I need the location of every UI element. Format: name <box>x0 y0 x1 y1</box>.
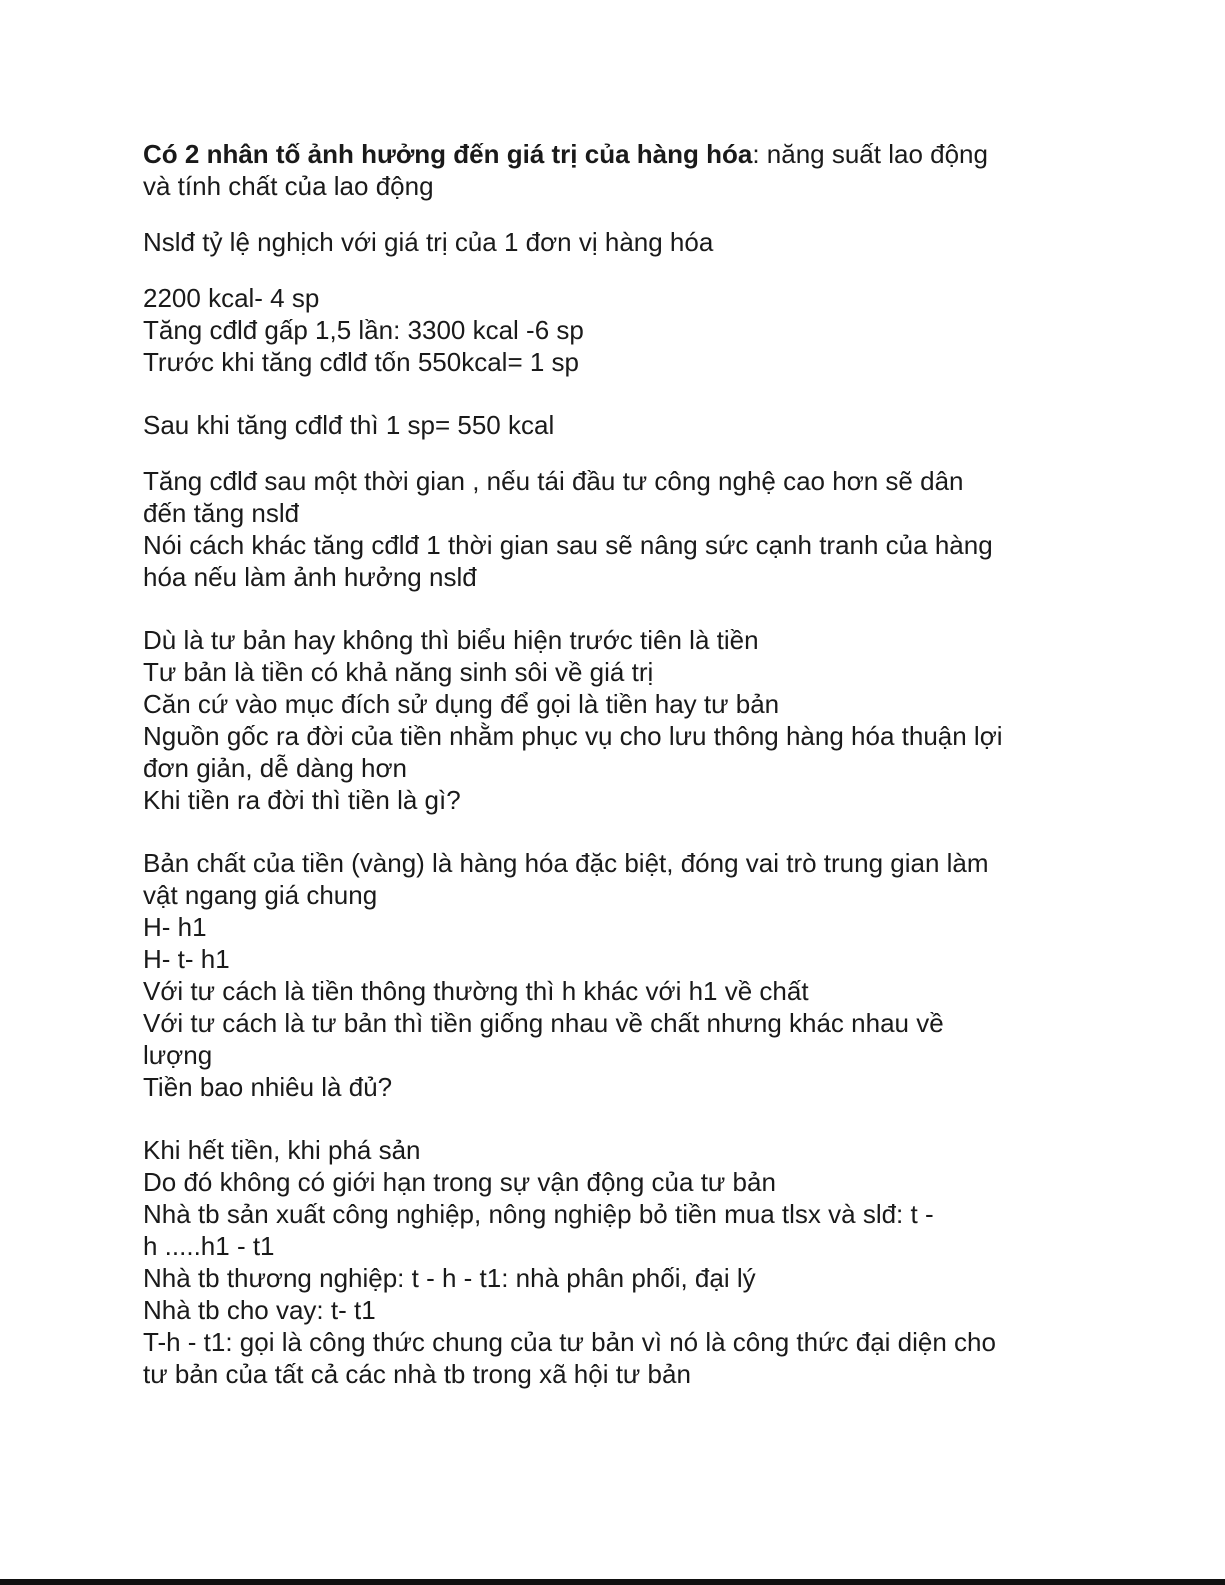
text-line: Nslđ tỷ lệ nghịch với giá trị của 1 đơn vị hàng hóa <box>143 227 714 257</box>
heading-line-2: và tính chất của lao động <box>143 171 434 201</box>
heading-bold: Có 2 nhân tố ảnh hưởng đến giá trị của hàng hóa <box>143 139 753 169</box>
text-line: đến tăng nslđ <box>143 498 300 528</box>
text-line: Căn cứ vào mục đích sử dụng để gọi là tiền hay tư bản <box>143 689 780 719</box>
text-line: Tiền bao nhiêu là đủ? <box>143 1072 393 1102</box>
text-line: Tăng cđlđ sau một thời gian , nếu tái đầu tư công nghệ cao hơn sẽ dân <box>143 466 964 496</box>
text-line: Tư bản là tiền có khả năng sinh sôi về giá trị <box>143 657 654 687</box>
text-line: Bản chất của tiền (vàng) là hàng hóa đặc biệt, đóng vai trò trung gian làm <box>143 848 989 878</box>
paragraph-gap <box>143 378 1073 409</box>
text-line: Nhà tb cho vay: t- t1 <box>143 1295 376 1325</box>
page-bottom-border <box>0 1579 1225 1585</box>
text-line: Nhà tb sản xuất công nghiệp, nông nghiệp bỏ tiền mua tlsx và slđ: t - <box>143 1199 934 1229</box>
text-line: h .....h1 - t1 <box>143 1231 275 1261</box>
paragraph-gap <box>143 816 1073 847</box>
text-line: Nói cách khác tăng cđlđ 1 thời gian sau sẽ nâng sức cạnh tranh của hàng <box>143 530 993 560</box>
paragraph-gap <box>143 202 1073 226</box>
text-line: Khi hết tiền, khi phá sản <box>143 1135 421 1165</box>
text-line: lượng <box>143 1040 213 1070</box>
document-page <box>143 138 1073 1390</box>
text-line: 2200 kcal- 4 sp <box>143 283 320 313</box>
text-line: Sau khi tăng cđlđ thì 1 sp= 550 kcal <box>143 410 555 440</box>
text-line: vật ngang giá chung <box>143 880 378 910</box>
text-line: Nhà tb thương nghiệp: t - h - t1: nhà phân phối, đại lý <box>143 1263 756 1293</box>
text-line: Khi tiền ra đời thì tiền là gì? <box>143 785 461 815</box>
text-line: Nguồn gốc ra đời của tiền nhằm phục vụ cho lưu thông hàng hóa thuận lợi <box>143 721 1003 751</box>
text-line: T-h - t1: gọi là công thức chung của tư bản vì nó là công thức đại diện cho <box>143 1327 996 1357</box>
text-line: hóa nếu làm ảnh hưởng nslđ <box>143 562 477 592</box>
paragraph-gap <box>143 1103 1073 1134</box>
text-line: Do đó không có giới hạn trong sự vận động của tư bản <box>143 1167 776 1197</box>
text-line: H- h1 <box>143 912 207 942</box>
paragraph-gap <box>143 258 1073 282</box>
text-line: H- t- h1 <box>143 944 230 974</box>
text-line: Với tư cách là tư bản thì tiền giống nhau về chất nhưng khác nhau về <box>143 1008 944 1038</box>
text-line: Trước khi tăng cđlđ tốn 550kcal= 1 sp <box>143 347 579 377</box>
heading-rest: : năng suất lao động <box>752 139 988 169</box>
text-line: Với tư cách là tiền thông thường thì h khác với h1 về chất <box>143 976 809 1006</box>
text-line: Dù là tư bản hay không thì biểu hiện trước tiên là tiền <box>143 625 759 655</box>
heading-line-1 <box>143 138 1073 170</box>
text-line: tư bản của tất cả các nhà tb trong xã hội tư bản <box>143 1359 691 1389</box>
paragraph-gap <box>143 441 1073 465</box>
text-line: đơn giản, dễ dàng hơn <box>143 753 407 783</box>
paragraph-gap <box>143 593 1073 624</box>
text-line: Tăng cđlđ gấp 1,5 lần: 3300 kcal -6 sp <box>143 315 584 345</box>
